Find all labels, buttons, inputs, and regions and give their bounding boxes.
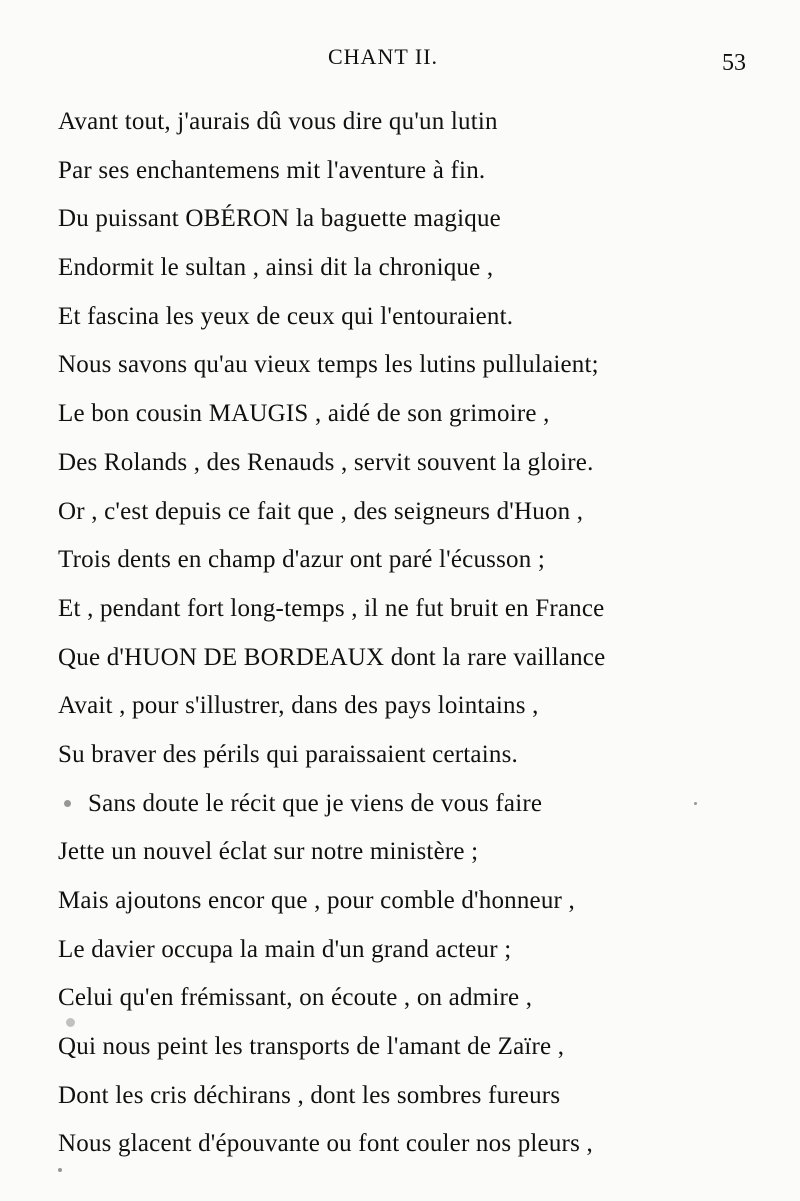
poem-line: Et , pendant fort long-temps , il ne fut bruit en France	[58, 594, 605, 622]
poem-line: Par ses enchantemens mit l'aventure à fin.	[58, 156, 486, 184]
poem-line: Et fascina les yeux de ceux qui l'entouraient.	[58, 302, 514, 330]
ink-speck	[66, 1018, 75, 1027]
poem-line: Avant tout, j'aurais dû vous dire qu'un lutin	[58, 108, 498, 135]
poem-line: Jette un nouvel éclat sur notre ministère ;	[58, 838, 479, 866]
poem-line: Or , c'est depuis ce fait que , des seigneurs d'Huon ,	[58, 497, 584, 525]
poem-line: Nous glacent d'épouvante ou font couler nos pleurs ,	[58, 1130, 593, 1158]
poem-line: Que d'HUON DE BORDEAUX dont la rare vaillance	[58, 643, 606, 671]
poem-text	[58, 98, 793, 1169]
poem-line: Qui nous peint les transports de l'amant de Zaïre ,	[58, 1033, 565, 1061]
poem-line: Su braver des périls qui paraissaient certains.	[58, 740, 518, 768]
poem-line: Dont les cris déchirans , dont les sombres fureurs	[58, 1081, 561, 1109]
poem-line: Nous savons qu'au vieux temps les lutins pullulaient;	[58, 351, 599, 379]
poem-line: Le davier occupa la main d'un grand acteur ;	[58, 935, 512, 963]
chapter-title: CHANT II.	[328, 44, 439, 69]
poem-line: Endormit le sultan , ainsi dit la chronique ,	[58, 254, 494, 282]
poem-line: Mais ajoutons encor que , pour comble d'honneur ,	[58, 887, 575, 914]
running-header	[0, 44, 800, 84]
poem-line-indented: Sans doute le récit que je viens de vous faire	[88, 789, 543, 817]
poem-line: Du puissant OBÉRON la baguette magique	[58, 205, 501, 233]
poem-line: Celui qu'en frémissant, on écoute , on admire ,	[58, 984, 533, 1012]
ink-speck	[58, 1168, 62, 1172]
poem-line: Trois dents en champ d'azur ont paré l'écusson ;	[58, 546, 546, 574]
ink-speck	[694, 802, 697, 805]
poem-line: Avait , pour s'illustrer, dans des pays lointains ,	[58, 692, 539, 720]
page-number: 53	[722, 50, 746, 76]
poem-line: Le bon cousin MAUGIS , aidé de son grimoire ,	[58, 400, 550, 428]
ink-speck	[64, 800, 71, 807]
poem-line: Des Rolands , des Renauds , servit souvent la gloire.	[58, 448, 594, 476]
